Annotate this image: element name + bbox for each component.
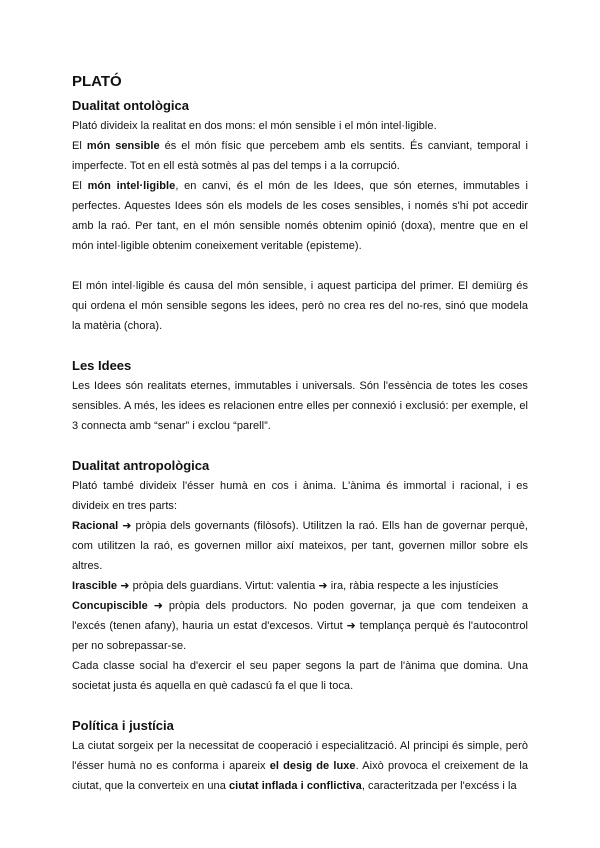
spacer bbox=[72, 336, 528, 356]
spacer bbox=[72, 696, 528, 716]
document-title: PLATÓ bbox=[72, 73, 122, 90]
text: El bbox=[72, 180, 88, 192]
paragraph: El món intel·ligible és causa del món sensible, i aquest participa del primer. El demiürg és qui ordena el món sensible segons les idees, però no crea res del no-res, sinó que modela la matèria (chora). bbox=[72, 280, 528, 332]
document-body bbox=[72, 72, 528, 796]
spacer bbox=[72, 436, 528, 456]
text: és el món físic que percebem amb els sentits. És canviant, temporal i imperfecte. Tot en ell està sotmès al pas del temps i a la corrupció. bbox=[72, 140, 528, 172]
text: El bbox=[72, 140, 87, 152]
text: La ciutat sorgeix per la necessitat de cooperació i especialització. Al principi és simple, però l'ésser humà no es conforma i apareix bbox=[72, 740, 528, 772]
paragraph: Cada classe social ha d'exercir el seu paper segons la part de l'ànima que domina. Una societat justa és aquella en què cadascú fa el que li toca. bbox=[72, 660, 528, 692]
bold-term: Irascible bbox=[72, 580, 118, 592]
paragraph: Plató divideix la realitat en dos mons: el món sensible i el món intel·ligible. bbox=[72, 120, 437, 132]
text: ➜ pròpia dels governants (filòsofs). Utilitzen la raó. Ells han de governar perquè, com utilitzen la raó, es governen millor així mateixos, per tant, governen millor sobre els altres. bbox=[72, 520, 528, 572]
paragraph-politica bbox=[72, 736, 528, 796]
bold-term: món intel·ligible bbox=[87, 180, 176, 192]
text: , caracteritzada per l'excéss i la bbox=[361, 780, 517, 792]
paragraph: Plató també divideix l'ésser humà en cos i ànima. L'ànima és immortal i racional, i es divideix en tres parts: bbox=[72, 480, 528, 512]
paragraph-irascible bbox=[72, 576, 528, 596]
heading-dualitat-ontologica: Dualitat ontològica bbox=[72, 98, 189, 113]
paragraph-concupiscible bbox=[72, 596, 528, 656]
bold-term: ciutat inflada i conflictiva bbox=[228, 780, 362, 792]
bold-term: Concupiscible bbox=[72, 600, 148, 612]
heading-politica-i-justicia: Política i justícia bbox=[72, 718, 174, 733]
bold-term: món sensible bbox=[86, 140, 160, 152]
paragraph-racional bbox=[72, 516, 528, 576]
bold-term: el desig de luxe bbox=[269, 760, 356, 772]
paragraph: Les Idees són realitats eternes, immutables i universals. Són l'essència de totes les coses sensibles. A més, les idees es relacionen entre elles per connexió i exclusió: per exemple, el 3 connecta amb “senar” i exclou “parell”. bbox=[72, 380, 528, 432]
bold-term: Racional bbox=[72, 520, 119, 532]
text: . Això provoca el creixement de la ciutat, que la converteix en una bbox=[72, 760, 528, 792]
text: , en canvi, és el món de les Idees, que són eternes, immutables i perfectes. Aquestes Idees són els models de les coses sensibles, i només s'hi pot accedir amb la raó. Per tant, en el món sensible només obtenim opinió (doxa), mentre que en el món intel·ligible obtenim coneixement veritable (episteme). bbox=[72, 180, 528, 252]
paragraph-mon-sensible bbox=[72, 136, 528, 176]
text: ➜ pròpia dels productors. No poden governar, ja que com tendeixen a l'excés (tenen afany), hauria un estat d'excesos. Virtut ➜ templança perquè és l'autocontrol per no sobrepassar-se. bbox=[72, 600, 528, 652]
paragraph-mon-intelligible bbox=[72, 176, 528, 256]
heading-dualitat-antropologica: Dualitat antropològica bbox=[72, 458, 210, 473]
spacer bbox=[72, 256, 528, 276]
text: ➜ pròpia dels guardians. Virtut: valentia ➜ ira, ràbia respecte a les injustícies bbox=[117, 580, 499, 592]
heading-les-idees: Les Idees bbox=[72, 358, 132, 373]
